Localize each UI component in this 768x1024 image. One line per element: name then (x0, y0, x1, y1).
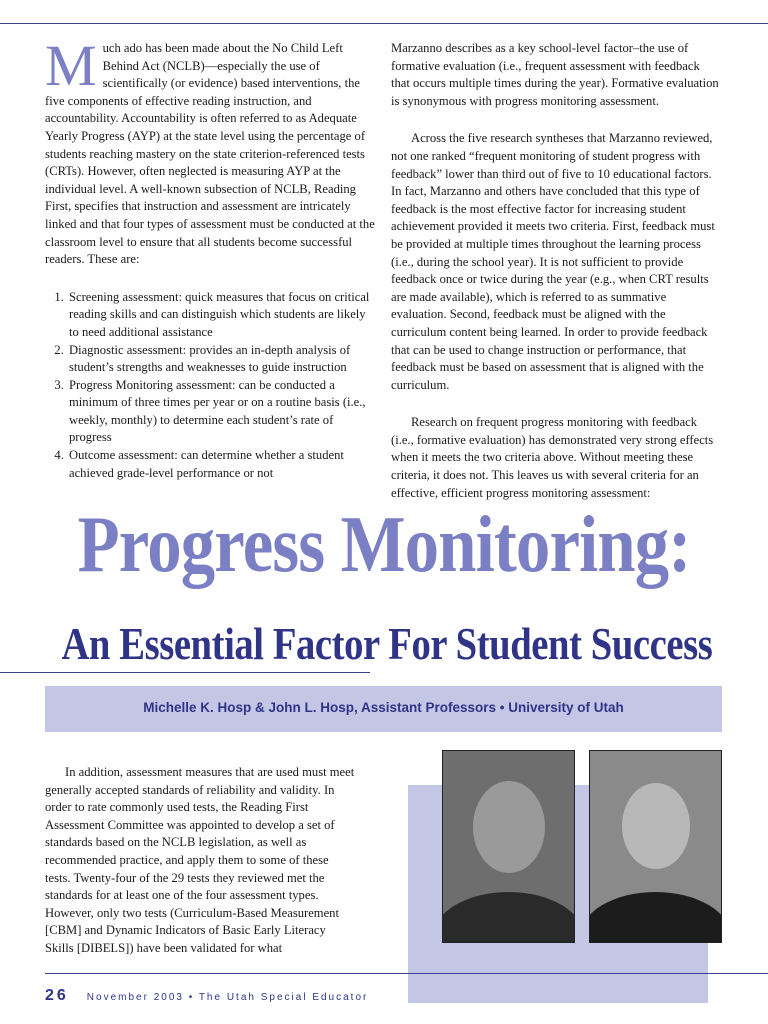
top-right-column (391, 40, 721, 522)
author-photo-michelle (442, 750, 575, 943)
top-left-column (45, 33, 377, 482)
page-footer (45, 987, 368, 1005)
article-title: Progress Monitoring: (77, 501, 691, 589)
bottom-left-column (45, 764, 357, 978)
intro-text: uch ado has been made about the No Child Left Behind Act (NCLB)—especially the use of scientifically (or evidence) based interventions, the five components of effective reading instruction, and accountability. Accountability is often referred to as Adequate Yearly Progress (AYP) at the state level using the percentage of students reaching mastery on the state criterion-referenced tests (CRTs). However, often neglected is measuring AYP at the individual level. A well-known subsection of NCLB, Reading First, specifies that instruction and assessment are intricately linked and that four types of assessment must be conducted at the classroom level to ensure that all students become successful readers. These are: (45, 41, 375, 267)
drop-cap: M (45, 33, 97, 98)
assessment-item-diagnostic: 2. Diagnostic assessment: provides an in-depth analysis of student’s strengths and weaknesses to guide instruction (67, 342, 377, 377)
assessment-item-progress: 3. Progress Monitoring assessment: can be conducted a minimum of three times per year or on a routine basis (i.e., weekly, monthly) to determine each student’s rate of progress (67, 377, 377, 447)
assessment-item-outcome: 4. Outcome assessment: can determine whether a student achieved grade-level performance or not (67, 447, 377, 482)
assessment-list (45, 289, 377, 483)
assessment-item-screening: 1. Screening assessment: quick measures that focus on critical reading skills and can distinguish which students are likely to need additional assistance (67, 289, 377, 342)
subtitle-underline (0, 672, 370, 673)
issue-line: November 2003 • The Utah Special Educator (86, 992, 369, 1003)
top-rule (0, 23, 768, 24)
face-shape (622, 783, 690, 869)
footer-rule (45, 973, 768, 974)
author-photo-john (589, 750, 722, 943)
right-paragraph-2: Across the five research syntheses that Marzanno reviewed, not one ranked “frequent monitoring of student progress with feedback” lower than third out of five to 10 educational factors. In fact, Marzanno and others have concluded that this type of feedback is the most effective factor for increasing student achievement provided it meets two criteria. First, feedback must be provided at multiple times throughout the learning process (i.e., during the school year). It is not sufficient to provide feedback once or twice during the year (e.g., when CRT results are made available), which is referred to as summative evaluation. Second, feedback must be aligned with the curriculum content being learned. In order to provide feedback that can be used to change instruction or performance, that feedback must be based on assessment that is aligned with the curriculum. (391, 131, 715, 392)
right-paragraph-1: Marzanno describes as a key school-level factor–the use of formative evaluation (i.e., frequent assessment with feedback that occurs multiple times during the year). Formative evaluation is synonymous with progress monitoring assessment. (391, 41, 719, 108)
intro-paragraph (45, 33, 377, 269)
shoulders-shape (442, 892, 575, 943)
right-paragraph-3: Research on frequent progress monitoring with feedback (i.e., formative evaluation) has demonstrated very strong effects when it meets the two criteria above. Without meeting these criteria, it does not. This leaves us with several criteria for an effective, efficient progress monitoring assessment: (391, 415, 714, 500)
byline: Michelle K. Hosp & John L. Hosp, Assistant Professors • University of Utah (143, 700, 624, 715)
bottom-paragraph-1: In addition, assessment measures that are used must meet generally accepted standards of reliability and validity. In order to rate commonly used tests, the Reading First Assessment Committee was appointed to develop a set of standards based on the NCLB legislation, as well as recommended practice, and apply them to some of these tests. Twenty-four of the 29 tests they reviewed met the standards for at least one of the four assessment types. However, only two tests (Curriculum-Based Measurement [CBM] and Dynamic Indicators of Basic Early Literacy Skills [DIBELS]) have been validated for what (45, 765, 355, 955)
page-number: 26 (45, 987, 69, 1004)
face-shape (473, 781, 545, 873)
shoulders-shape (589, 892, 722, 943)
article-subtitle: An Essential Factor For Student Success (61, 618, 713, 669)
